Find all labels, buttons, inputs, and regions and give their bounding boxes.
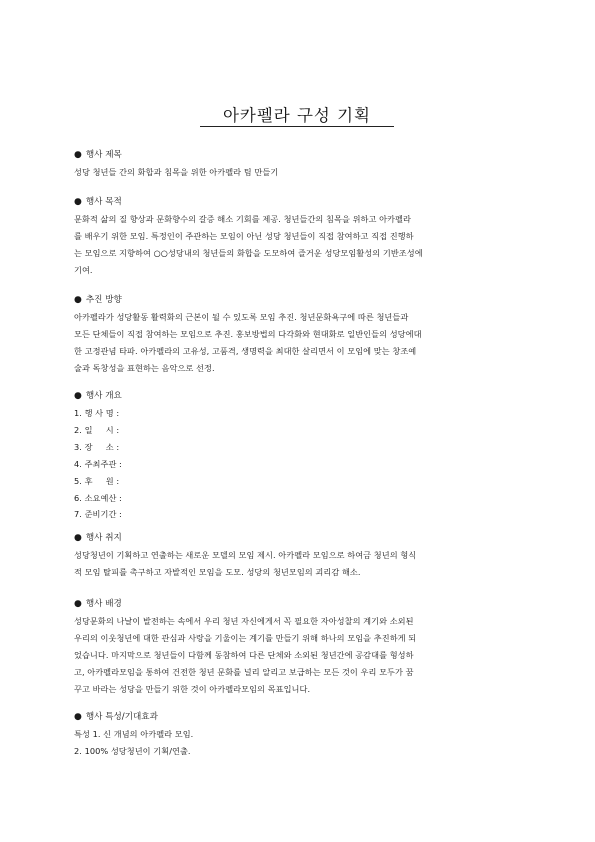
section-heading bbox=[74, 598, 530, 610]
section-heading bbox=[74, 711, 530, 723]
bullet-icon: ● bbox=[74, 599, 82, 609]
heading-text: 행사 개요 bbox=[85, 391, 122, 401]
bullet-icon: ● bbox=[74, 712, 82, 722]
section-body bbox=[74, 547, 530, 581]
body-line: 술과 독창성을 표현하는 음악으로 선정. bbox=[74, 362, 215, 373]
section-background bbox=[74, 598, 530, 698]
body-line: 성당청년이 기획하고 연출하는 새로운 모델의 모임 제시. 아카펠라 모임으로 하여금 청년의 형식 bbox=[74, 550, 417, 560]
body-line: 는 모임으로 지향하여 ○○성당내의 청년들의 화합을 도모하여 즐거운 성당모임활성의 기반조성에 bbox=[74, 247, 423, 258]
overview-list bbox=[74, 405, 530, 523]
bullet-icon: ● bbox=[74, 197, 82, 207]
section-body bbox=[74, 211, 530, 279]
overview-item-sponsor: 5. 후 원 : bbox=[74, 475, 120, 486]
heading-text: 행사 제목 bbox=[85, 150, 122, 160]
section-body bbox=[74, 309, 530, 377]
body-line: 적 모임 탈피를 촉구하고 자발적인 모임을 도모. 성당의 청년모임의 괴리감 해소. bbox=[74, 566, 361, 577]
body-line: 기여. bbox=[74, 264, 93, 275]
overview-item-name: 1. 행 사 명 : bbox=[74, 408, 120, 418]
section-overview bbox=[74, 390, 530, 523]
bullet-icon: ● bbox=[74, 533, 82, 543]
overview-item-organizer: 4. 주최주관 : bbox=[74, 458, 122, 469]
section-body bbox=[74, 613, 530, 698]
section-heading bbox=[74, 196, 530, 208]
section-heading bbox=[74, 149, 530, 161]
heading-text: 행사 특성/기대효과 bbox=[85, 712, 158, 722]
heading-text: 행사 목적 bbox=[85, 197, 122, 207]
title-underline bbox=[200, 126, 394, 127]
body-line: 를 배우기 위한 모임. 특정인이 주관하는 모임이 아닌 성당 청년들이 직접 참여하고 직접 진행하 bbox=[74, 230, 414, 241]
body-line: 2. 100% 성당청년이 기획/연출. bbox=[74, 745, 191, 756]
body-line: 꾸고 바라는 성당을 만들기 위한 것이 아카펠라모임의 목표입니다. bbox=[74, 683, 311, 694]
bullet-icon: ● bbox=[74, 391, 82, 401]
bullet-icon: ● bbox=[74, 150, 82, 160]
body-line: 문화적 삶의 질 향상과 문화향수의 갈증 해소 기회를 제공. 청년들간의 침목을 위하고 아카펠라 bbox=[74, 214, 411, 224]
section-intent bbox=[74, 532, 530, 581]
body-line: 성당문화의 나날이 발전하는 속에서 우리 청년 자신에게서 꼭 필요한 자아성찰의 계기와 소외된 bbox=[74, 616, 414, 626]
overview-item-prep-period: 7. 준비기간 : bbox=[74, 509, 122, 520]
body-line: 성당 청년들 간의 화합과 침목을 위한 아카펠라 팀 만들기 bbox=[74, 167, 279, 177]
body-line: 한 고정관념 타파. 아카펠라의 고유성, 고품격, 생명력을 최대한 살리면서 이 모임에 맞는 창조예 bbox=[74, 345, 417, 356]
section-body bbox=[74, 726, 530, 760]
section-direction bbox=[74, 294, 530, 377]
heading-text: 추진 방향 bbox=[85, 295, 122, 305]
section-body bbox=[74, 164, 530, 181]
overview-item-datetime: 2. 일 시 : bbox=[74, 424, 120, 435]
section-heading bbox=[74, 532, 530, 544]
document-title: 아카펠라 구성 기획 bbox=[222, 106, 371, 125]
overview-item-venue: 3. 장 소 : bbox=[74, 441, 120, 452]
body-line: 우리의 이웃청년에 대한 관심과 사랑을 기울이는 계기를 만들기 위해 하나의 모임을 추진하게 되 bbox=[74, 632, 417, 643]
heading-text: 행사 취지 bbox=[85, 533, 122, 543]
section-heading bbox=[74, 390, 530, 402]
overview-item-budget: 6. 소요예산 : bbox=[74, 492, 122, 503]
section-heading bbox=[74, 294, 530, 306]
bullet-icon: ● bbox=[74, 295, 82, 305]
section-event-name bbox=[74, 149, 530, 181]
body-line: 고, 아카펠라모임을 통하여 건전한 청년 문화를 널리 알리고 보급하는 모든 것이 우리 모두가 꿈 bbox=[74, 666, 414, 677]
section-features bbox=[74, 711, 530, 760]
body-line: 모든 단체들이 직접 참여하는 모임으로 추진. 홍보방법의 다각화와 현대화로 일반인들의 성당에대 bbox=[74, 328, 422, 339]
body-line: 아카펠라가 성당활동 활력화의 근본이 될 수 있도록 모임 추진. 청년문화욕구에 따른 청년들과 bbox=[74, 312, 409, 322]
body-line: 었습니다. 마지막으로 청년들이 다함께 동참하여 다른 단체와 소외된 청년간에 공감대를 형성하 bbox=[74, 649, 414, 660]
section-purpose bbox=[74, 196, 530, 279]
body-line: 특성 1. 신 개념의 아카펠라 모임. bbox=[74, 729, 194, 739]
heading-text: 행사 배경 bbox=[85, 599, 122, 609]
